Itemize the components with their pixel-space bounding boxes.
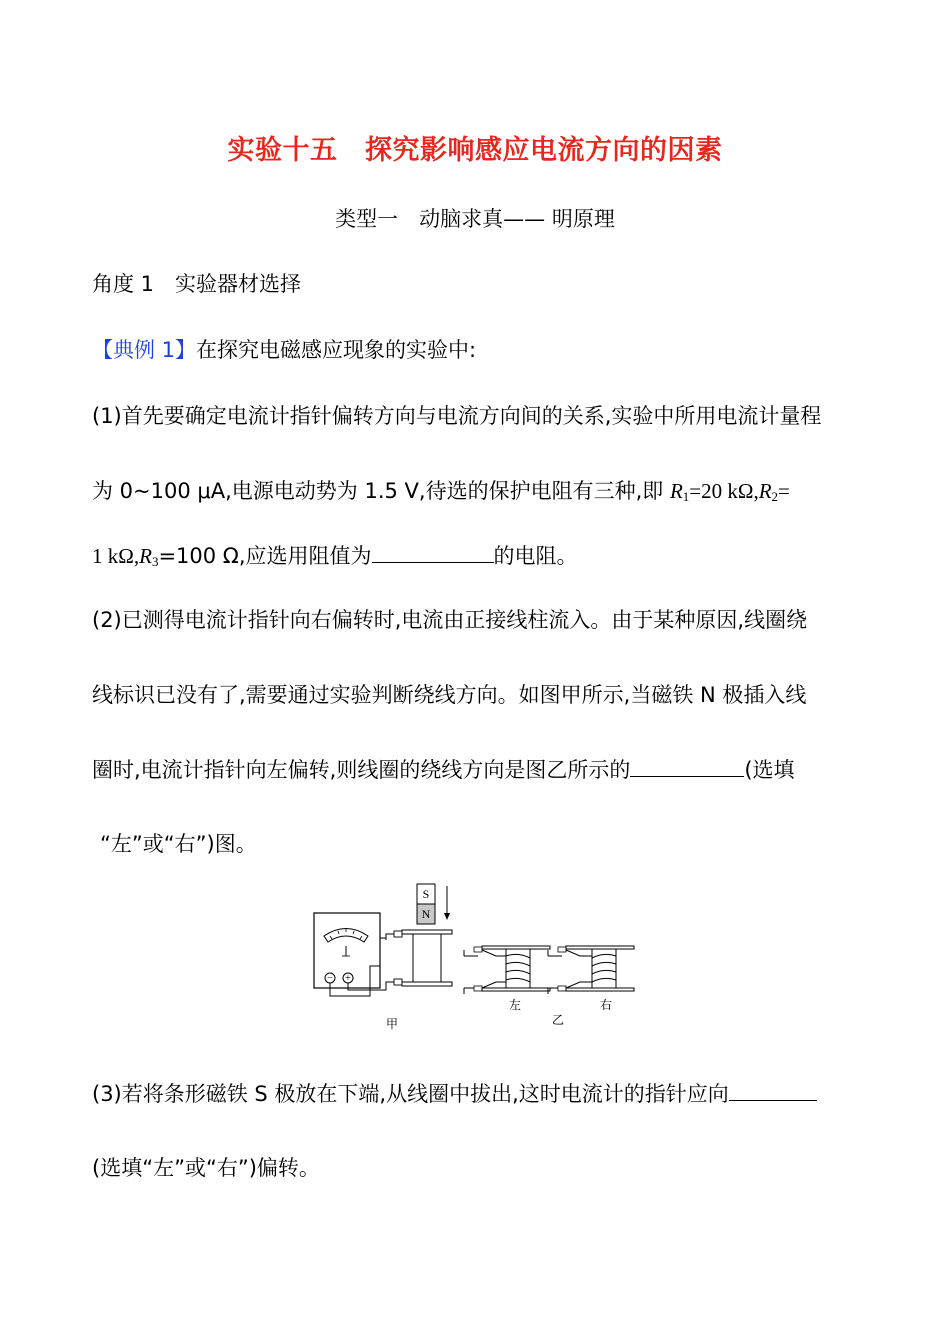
q1-line3-text: 1 kΩ, [92,544,140,568]
q2-line2: 线标识已没有了,需要通过实验判断绕线方向。如图甲所示,当磁铁 N 极插入线 [92,683,807,707]
q3-answer-blank[interactable] [729,1082,817,1101]
coil-jia [413,934,441,982]
r1-symbol: R [669,479,683,503]
label-yi: 乙 [551,1013,565,1027]
q1-line3 [92,540,578,570]
r3-symbol: R [139,544,152,568]
q2-line3-text: 圈时,电流计指针向左偏转,则线圈的绕线方向是图乙所示的 [92,758,631,782]
angle-heading [92,268,301,298]
r2-value: = [778,479,790,503]
r3-subscript: 3 [151,554,159,569]
coil-top-plate [402,930,452,934]
q3-line2: (选填“左”或“右”)偏转。 [92,1156,320,1180]
q2-line1: (2)已测得电流计指针向右偏转时,电流由正接线柱流入。由于某种原因,线圈绕 [92,608,808,632]
r2-symbol: R [758,479,772,503]
q2-line3 [92,754,795,784]
plus-sign: + [345,973,351,984]
angle-text: 实验器材选择 [175,272,302,296]
q1-line2-text: 为 0~100 μA,电源电动势为 1.5 V,待选的保护电阻有三种,即 [92,479,670,503]
label-right: 右 [599,998,613,1012]
q1-line3-end: 的电阻。 [493,544,578,568]
r2-subscript: 2 [771,489,779,504]
r1-subscript: 1 [682,489,690,504]
q2-line4: “左”或“右”)图。 [100,832,257,856]
r3-value: =100 Ω,应选用阻值为 [158,544,372,568]
q1-line1: (1)首先要确定电流计指针偏转方向与电流方向间的关系,实验中所用电流计量程 [92,404,822,428]
example-heading [92,334,476,364]
q2-line3-end: (选填 [744,758,795,782]
section-subtitle: 类型一 动脑求真—— 明原理 [335,207,615,231]
q1-line2 [92,475,790,505]
r1-value: =20 kΩ, [689,479,759,503]
q1-answer-blank[interactable] [372,544,494,563]
example-tag: 【典例 1】 [92,338,197,362]
circuit-figure [310,876,640,1036]
q3-line1 [92,1078,817,1108]
example-intro: 在探究电磁感应现象的实验中: [196,338,477,362]
magnet-s-label: S [422,887,430,901]
label-left: 左 [508,998,522,1012]
label-jia: 甲 [385,1017,399,1031]
page-title: 实验十五 探究影响感应电流方向的因素 [227,135,723,166]
q2-answer-blank[interactable] [630,758,744,777]
magnet-n-label: N [421,907,431,921]
angle-label: 角度 1 [92,272,155,296]
q3-line1-text: (3)若将条形磁铁 S 极放在下端,从线圈中拔出,这时电流计的指针应向 [92,1082,729,1106]
coil-bottom-plate [402,982,452,986]
minus-sign: − [327,973,333,984]
